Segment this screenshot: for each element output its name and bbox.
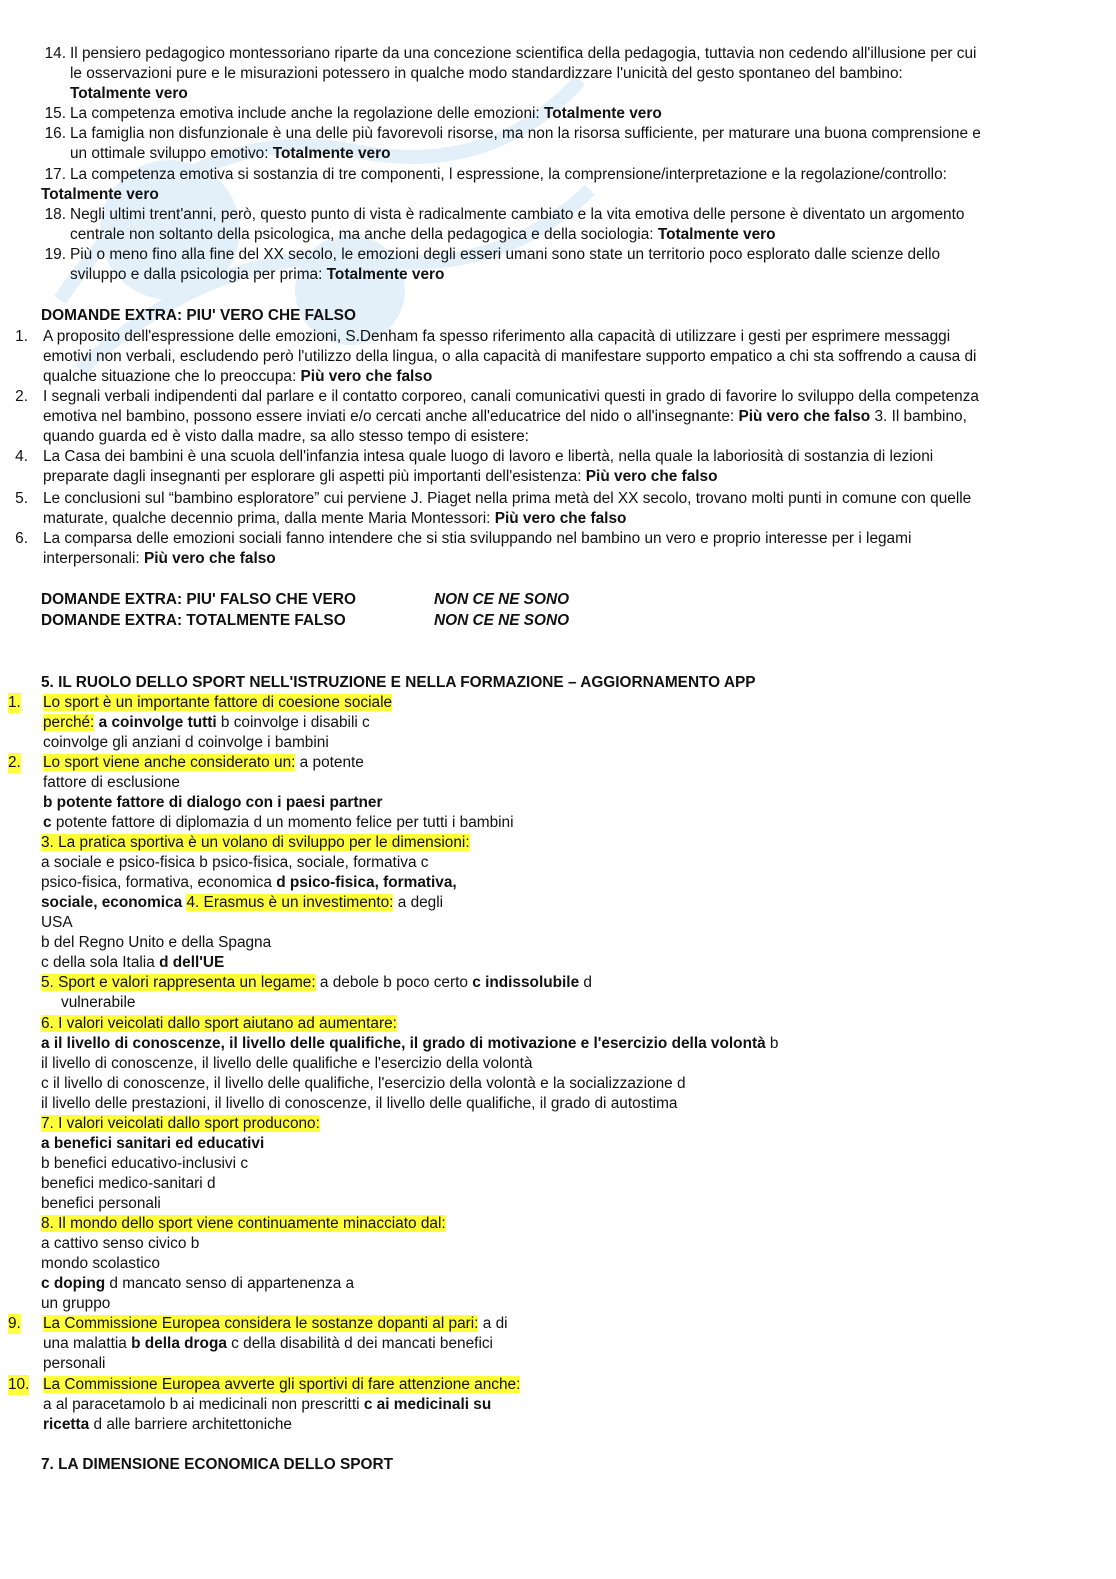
answer-label: a il livello di conoscenze, il livello delle qualifiche, il grado di motivazione e l'esercizio della volontà xyxy=(41,1035,766,1052)
list-item-text: I segnali verbali indipendenti dal parlare e il contatto corporeo, canali comunicativi questi in grado di favorire lo sviluppo della competenza xyxy=(43,388,979,405)
question-text: 5. Sport e valori rappresenta un legame: xyxy=(41,974,316,991)
item-number: 14. xyxy=(44,45,66,62)
item-number: 10. xyxy=(8,1376,30,1393)
answer-label: c ai medicinali su xyxy=(363,1396,492,1413)
list-item-text: quando guarda ed è visto dalla madre, sa allo stesso tempo di esistere: xyxy=(43,428,529,445)
answer-label: d psico-fisica, formativa, xyxy=(276,874,457,891)
item-number: 2. xyxy=(15,388,28,405)
option-text: benefici medico-sanitari d xyxy=(41,1175,216,1192)
list-item-text: maturate, qualche decennio prima, dalla mente Maria Montessori: xyxy=(43,510,495,527)
answer-label: Totalmente vero xyxy=(272,145,391,162)
item-number: 5. xyxy=(15,490,28,507)
answer-label: Più vero che falso xyxy=(585,468,718,485)
option-text: personali xyxy=(43,1355,106,1372)
answer-label: Totalmente vero xyxy=(70,85,188,102)
question-text: La Commissione Europea avverte gli sportivi di fare attenzione anche: xyxy=(43,1376,521,1393)
option-text: b xyxy=(765,1035,779,1052)
option-text: a di xyxy=(478,1315,508,1332)
answer-label: c indissolubile xyxy=(472,974,580,991)
option-text: una malattia xyxy=(43,1335,132,1352)
list-item-text: emotivi non verbali, escludendo però l'utilizzo della lingua, o alla capacità di manifestare supporto empatico a chi sta soffrendo a causa di xyxy=(43,348,977,365)
answer-label: c doping xyxy=(41,1275,106,1292)
option-text: a potente xyxy=(295,754,364,771)
option-text: USA xyxy=(41,914,73,931)
section-heading: DOMANDE EXTRA: TOTALMENTE FALSO xyxy=(41,612,346,629)
list-item-text: Il pensiero pedagogico montessoriano riparte da una concezione scientifica della pedagogia, tuttavia non cedendo all'illusione per cui xyxy=(70,45,977,62)
answer-label: NON CE NE SONO xyxy=(434,612,570,629)
item-number: 1. xyxy=(15,328,28,345)
answer-label: a coinvolge tutti xyxy=(98,714,217,731)
option-text: c della sola Italia xyxy=(41,954,160,971)
answer-label: d dell'UE xyxy=(159,954,225,971)
list-item-text: La Casa dei bambini è una scuola dell'infanzia intesa quale luogo di lavoro e libertà, nella quale la laboriosità di sostanzia di lezioni xyxy=(43,448,934,465)
list-item-text: La famiglia non disfunzionale è una delle più favorevoli risorse, ma non la risorsa sufficiente, per maturare una buona comprensione e xyxy=(70,125,981,142)
option-text: c della disabilità d dei mancati benefici xyxy=(226,1335,493,1352)
answer-label: b della droga xyxy=(131,1335,227,1352)
option-text: mondo scolastico xyxy=(41,1255,160,1272)
list-item-text: La competenza emotiva include anche la regolazione delle emozioni: xyxy=(70,105,544,122)
answer-label: Totalmente vero xyxy=(41,186,159,203)
section-heading: DOMANDE EXTRA: PIU' FALSO CHE VERO xyxy=(41,591,356,608)
item-number: 6. xyxy=(15,530,28,547)
option-text: d xyxy=(579,974,592,991)
question-text: 3. La pratica sportiva è un volano di sviluppo per le dimensioni: xyxy=(41,834,470,851)
list-item-text: emotiva nel bambino, possono essere inviati e/o cercati anche all'educatrice del nido o all'insegnante: xyxy=(43,408,739,425)
item-number: 19. xyxy=(44,246,66,263)
option-text: a debole b poco certo xyxy=(315,974,473,991)
answer-label: Più vero che falso xyxy=(143,550,276,567)
question-text: Lo sport è un importante fattore di coesione sociale xyxy=(43,694,393,711)
answer-label: sociale, economica xyxy=(41,894,183,911)
option-text: coinvolge gli anziani d coinvolge i bambini xyxy=(43,734,329,751)
option-text: a degli xyxy=(393,894,444,911)
answer-label: a benefici sanitari ed educativi xyxy=(41,1135,265,1152)
item-number: 16. xyxy=(44,125,66,142)
answer-label: ricetta xyxy=(43,1416,90,1433)
list-item-text: A proposito dell'espressione delle emozioni, S.Denham fa spesso riferimento alla capacità di utilizzare i gesti per esprimere messaggi xyxy=(43,328,951,345)
answer-label: NON CE NE SONO xyxy=(434,591,570,608)
item-number: 17. xyxy=(44,166,66,183)
option-text: potente fattore di diplomazia d un momento felice per tutti i bambini xyxy=(51,814,514,831)
question-text: 6. I valori veicolati dallo sport aiutano ad aumentare: xyxy=(41,1015,397,1032)
question-text: 4. Erasmus è un investimento: xyxy=(186,894,394,911)
item-number: 2. xyxy=(8,754,21,771)
list-item-text: qualche situazione che lo preoccupa: xyxy=(43,368,301,385)
question-text: 7. I valori veicolati dallo sport producono: xyxy=(41,1115,320,1132)
answer-label: Totalmente vero xyxy=(657,226,776,243)
section-heading: DOMANDE EXTRA: PIU' VERO CHE FALSO xyxy=(41,307,356,324)
option-text: fattore di esclusione xyxy=(43,774,180,791)
list-item-text: Più o meno fino alla fine del XX secolo, le emozioni degli esseri umani sono state un territorio poco esplorato dalle scienze dello xyxy=(70,246,941,263)
list-item-text: La comparsa delle emozioni sociali fanno intendere che si stia sviluppando nel bambino un vero e proprio interesse per i legami xyxy=(43,530,912,547)
answer-label: c xyxy=(43,814,52,831)
question-text: La Commissione Europea considera le sostanze dopanti al pari: xyxy=(43,1315,479,1332)
item-number: 1. xyxy=(8,694,21,711)
option-text: il livello di conoscenze, il livello delle qualifiche e l'esercizio della volontà xyxy=(41,1055,533,1072)
list-item-text: centrale non soltanto della psicologica, ma anche della pedagogica e della sociologia: xyxy=(70,226,658,243)
list-item-text: 3. Il bambino, xyxy=(870,408,967,425)
answer-label: Totalmente vero xyxy=(543,105,662,122)
list-item-text: Negli ultimi trent'anni, però, questo punto di vista è radicalmente cambiato e la vita emotiva delle persone è diventato un argomento xyxy=(70,206,965,223)
answer-label: b potente fattore di dialogo con i paesi partner xyxy=(43,794,383,811)
item-number: 15. xyxy=(44,105,66,122)
list-item-text: un ottimale sviluppo emotivo: xyxy=(70,145,273,162)
item-number: 4. xyxy=(15,448,28,465)
list-item-text: La competenza emotiva si sostanzia di tre componenti, l espressione, la comprensione/interpretazione e la regolazione/controllo: xyxy=(70,166,947,183)
option-text: b benefici educativo-inclusivi c xyxy=(41,1155,249,1172)
list-item-text: le osservazioni pure e le misurazioni potessero in qualche modo standardizzare l'unicità del gesto spontaneo del bambino: xyxy=(70,65,903,82)
option-text: un gruppo xyxy=(41,1295,111,1312)
item-number: 9. xyxy=(8,1315,21,1332)
list-item-text: Le conclusioni sul “bambino esploratore” cui perviene J. Piaget nella prima metà del XX secolo, trovano molti punti in comune con quelle xyxy=(43,490,972,507)
answer-label: Più vero che falso xyxy=(738,408,871,425)
option-text: vulnerabile xyxy=(61,994,136,1011)
answer-label: Più vero che falso xyxy=(494,510,627,527)
option-text: d mancato senso di appartenenza a xyxy=(105,1275,355,1292)
question-text: Lo sport viene anche considerato un: xyxy=(43,754,296,771)
section-title: 5. IL RUOLO DELLO SPORT NELL'ISTRUZIONE E NELLA FORMAZIONE – AGGIORNAMENTO APP xyxy=(41,674,756,691)
option-text: a al paracetamolo b ai medicinali non prescritti xyxy=(43,1396,364,1413)
question-text: 8. Il mondo dello sport viene continuamente minacciato dal: xyxy=(41,1215,446,1232)
list-item-text: preparate dagli insegnanti per esplorare gli aspetti più importanti dell'esistenza: xyxy=(43,468,586,485)
option-text: a sociale e psico-fisica b psico-fisica, sociale, formativa c xyxy=(41,854,429,871)
item-number: 18. xyxy=(44,206,66,223)
answer-label: Più vero che falso xyxy=(300,368,433,385)
option-text: benefici personali xyxy=(41,1195,161,1212)
option-text: b del Regno Unito e della Spagna xyxy=(41,934,272,951)
answer-label: Totalmente vero xyxy=(326,266,445,283)
option-text: d alle barriere architettoniche xyxy=(89,1416,292,1433)
question-text: perché: xyxy=(43,714,95,731)
option-text: c il livello di conoscenze, il livello delle qualifiche, l'esercizio della volontà e la socializzazione d xyxy=(41,1075,686,1092)
option-text: b coinvolge i disabili c xyxy=(216,714,370,731)
option-text: il livello delle prestazioni, il livello di conoscenze, il livello delle qualifiche, il grado di autostima xyxy=(41,1095,678,1112)
list-item-text: interpersonali: xyxy=(43,550,144,567)
option-text: psico-fisica, formativa, economica xyxy=(41,874,277,891)
section-title: 7. LA DIMENSIONE ECONOMICA DELLO SPORT xyxy=(41,1456,394,1473)
option-text: a cattivo senso civico b xyxy=(41,1235,200,1252)
list-item-text: sviluppo e dalla psicologia per prima: xyxy=(70,266,327,283)
